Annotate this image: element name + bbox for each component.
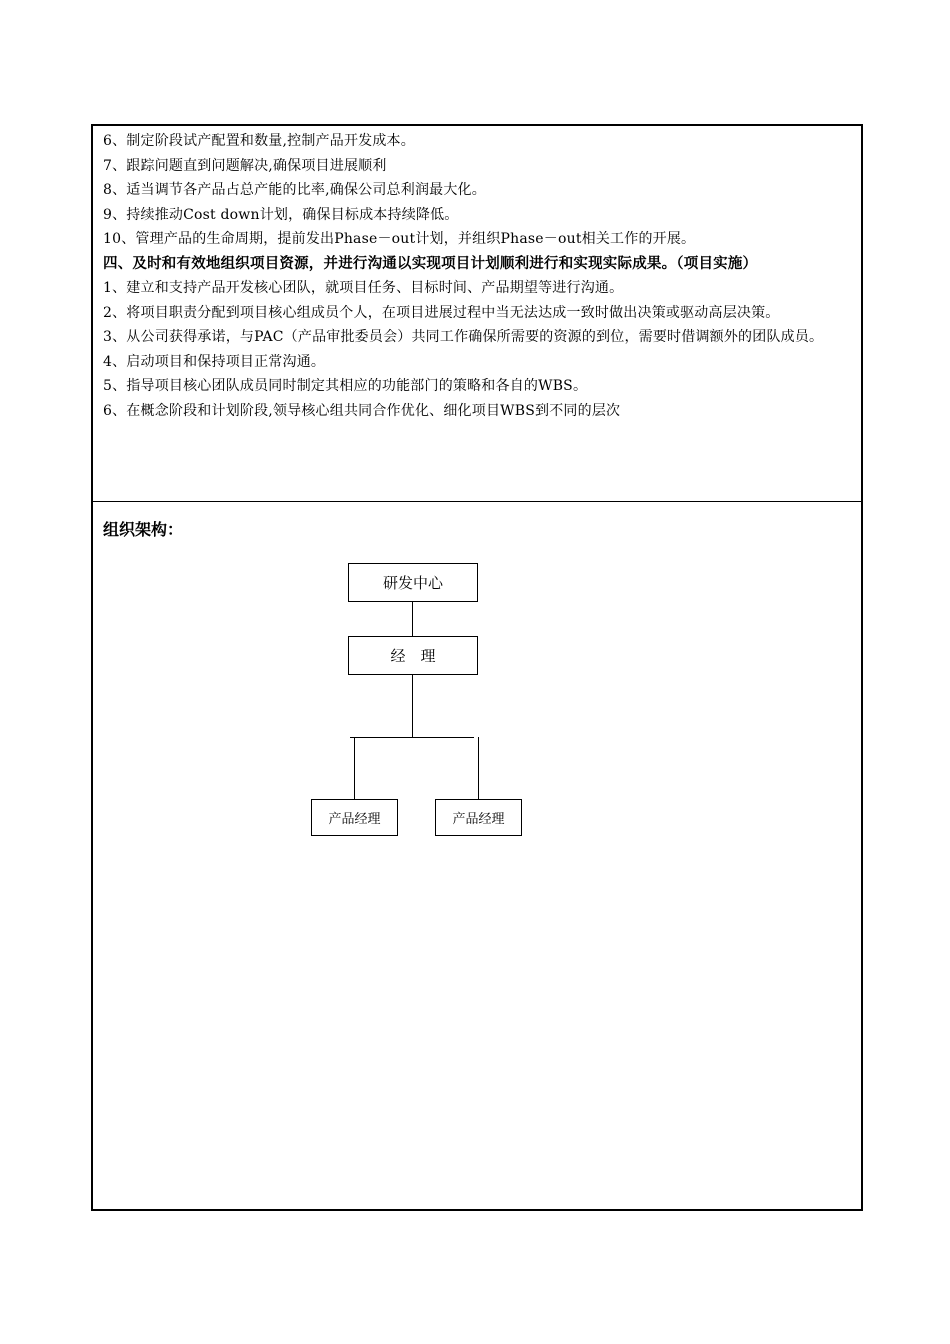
resp-item-10: 10、管理产品的生命周期，提前发出Phase－out计划，并组织Phase－out相关工作的开展。 bbox=[103, 231, 696, 247]
org-child-box-2 bbox=[435, 799, 522, 836]
org-manager-label: 经 理 bbox=[390, 647, 436, 665]
connector-horizontal bbox=[350, 737, 474, 738]
resp-item-8: 8、适当调节各产品占总产能的比率,确保公司总利润最大化。 bbox=[103, 182, 486, 198]
resp-item-9: 9、持续推动Cost down计划，确保目标成本持续降低。 bbox=[103, 206, 459, 223]
connector-root-manager bbox=[412, 602, 413, 636]
document-table bbox=[91, 124, 863, 1211]
connector-manager-down bbox=[412, 675, 413, 737]
org-chart-title: 组织架构： bbox=[103, 520, 184, 539]
connector-right-child bbox=[478, 737, 479, 799]
responsibilities-section bbox=[93, 126, 861, 502]
org-root-label: 研发中心 bbox=[382, 574, 443, 592]
section-four-item-2: 2、将项目职责分配到项目核心组成员个人，在项目进展过程中当无法达成一致时做出决策或驱动高层决策。 bbox=[103, 304, 780, 321]
section-four-item-3: 3、从公司获得承诺，与PAC（产品审批委员会）共同工作确保所需要的资源的到位，需要时借调额外的团队成员。 bbox=[103, 329, 824, 345]
resp-item-6: 6、制定阶段试产配置和数量,控制产品开发成本。 bbox=[103, 133, 415, 149]
section-four-item-5: 5、指导项目核心团队成员同时制定其相应的功能部门的策略和各自的WBS。 bbox=[103, 378, 588, 394]
section-four-item-6: 6、在概念阶段和计划阶段,领导核心组共同合作优化、细化项目WBS到不同的层次 bbox=[103, 402, 621, 419]
resp-item-7: 7、跟踪问题直到问题解决,确保项目进展顺利 bbox=[103, 157, 387, 174]
section-four-heading: 四、及时和有效地组织项目资源，并进行沟通以实现项目计划顺利进行和实现实际成果。（项目实施） bbox=[103, 255, 758, 272]
org-child-label-2: 产品经理 bbox=[452, 812, 505, 827]
org-root-box bbox=[348, 563, 478, 602]
org-manager-box bbox=[348, 636, 478, 675]
org-child-label-1: 产品经理 bbox=[328, 812, 381, 827]
org-child-box-1 bbox=[311, 799, 398, 836]
connector-left-child bbox=[354, 737, 355, 799]
section-four-item-1: 1、建立和支持产品开发核心团队，就项目任务、目标时间、产品期望等进行沟通。 bbox=[103, 280, 624, 296]
section-four-item-4: 4、启动项目和保持项目正常沟通。 bbox=[103, 353, 326, 370]
